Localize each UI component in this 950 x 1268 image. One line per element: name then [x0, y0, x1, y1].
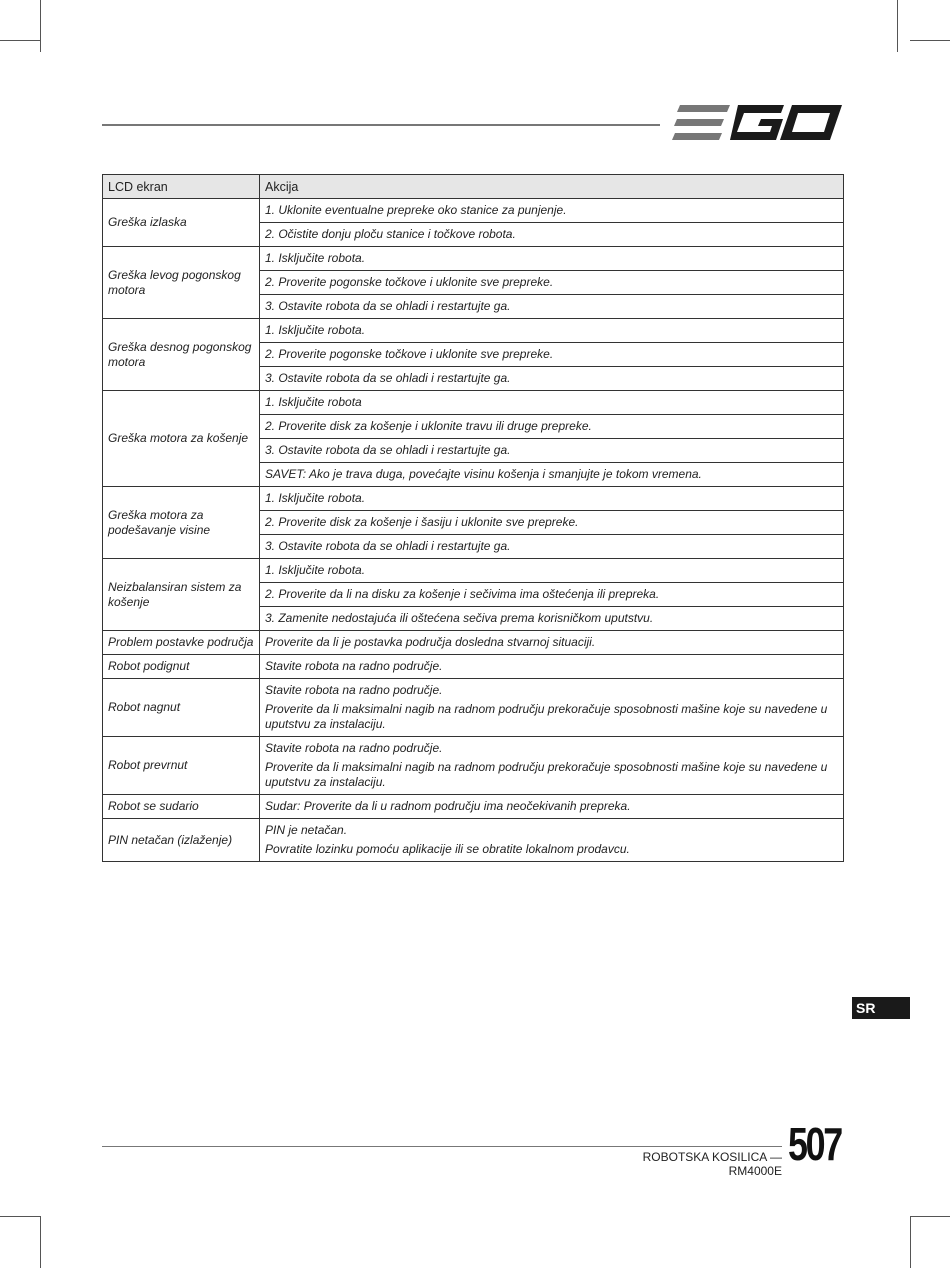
action-line: PIN je netačan.	[265, 823, 348, 837]
lcd-message-cell: PIN netačan (izlaženje)	[103, 819, 260, 862]
action-cell: 1. Isključite robota.	[260, 487, 844, 511]
action-cell: 1. Isključite robota.	[260, 559, 844, 583]
lcd-message-cell: Greška motora za podešavanje visine	[103, 487, 260, 559]
page-number: 507	[788, 1118, 841, 1170]
action-cell: SAVET: Ako je trava duga, povećajte visinu košenja i smanjujte je tokom vremena.	[260, 463, 844, 487]
table-row	[103, 391, 844, 415]
crop-mark	[0, 40, 40, 41]
lcd-message-cell: Neizbalansiran sistem za košenje	[103, 559, 260, 631]
table-row	[103, 795, 844, 819]
action-line: Stavite robota na radno područje.	[265, 741, 443, 755]
lcd-message-cell: Problem postavke područja	[103, 631, 260, 655]
header-rule	[102, 124, 660, 126]
table-header-row	[103, 175, 844, 199]
footer-title: ROBOTSKA KOSILICA — RM4000E	[642, 1150, 782, 1178]
action-cell	[260, 737, 844, 795]
action-line: Proverite da li maksimalni nagib na radnom području prekoračuje sposobnosti mašine koje su navedene u uputstvu za instalaciju.	[265, 702, 828, 731]
action-cell: 3. Zamenite nedostajuća ili oštećena sečiva prema korisničkom uputstvu.	[260, 607, 844, 631]
crop-mark	[0, 1216, 40, 1217]
lcd-message-cell: Robot podignut	[103, 655, 260, 679]
table-row	[103, 199, 844, 223]
action-cell: 3. Ostavite robota da se ohladi i restartujte ga.	[260, 295, 844, 319]
lcd-message-cell: Greška izlaska	[103, 199, 260, 247]
action-cell: Proverite da li je postavka područja dosledna stvarnoj situaciji.	[260, 631, 844, 655]
action-cell: 3. Ostavite robota da se ohladi i restartujte ga.	[260, 439, 844, 463]
table-row	[103, 737, 844, 795]
lcd-message-cell: Greška motora za košenje	[103, 391, 260, 487]
action-line: Povratite lozinku pomoću aplikacije ili se obratite lokalnom prodavcu.	[265, 842, 630, 856]
action-cell: 1. Isključite robota.	[260, 247, 844, 271]
action-cell: 1. Isključite robota	[260, 391, 844, 415]
action-line: Proverite da li maksimalni nagib na radnom području prekoračuje sposobnosti mašine koje su navedene u uputstvu za instalaciju.	[265, 760, 828, 789]
language-tab: SR	[852, 997, 910, 1019]
table-row	[103, 631, 844, 655]
action-cell: 2. Očistite donju ploču stanice i točkove robota.	[260, 223, 844, 247]
lcd-message-cell: Robot nagnut	[103, 679, 260, 737]
error-table	[102, 174, 844, 862]
table-row	[103, 819, 844, 862]
action-cell: Sudar: Proverite da li u radnom području ima neočekivanih prepreka.	[260, 795, 844, 819]
crop-mark	[910, 1216, 911, 1268]
column-header-lcd: LCD ekran	[103, 175, 260, 199]
lcd-message-cell: Greška desnog pogonskog motora	[103, 319, 260, 391]
action-cell: 2. Proverite pogonske točkove i uklonite sve prepreke.	[260, 271, 844, 295]
action-cell: 2. Proverite disk za košenje i šasiju i uklonite sve prepreke.	[260, 511, 844, 535]
crop-mark	[910, 1216, 950, 1217]
table-body	[103, 199, 844, 862]
table-row	[103, 247, 844, 271]
action-cell: 2. Proverite pogonske točkove i uklonite sve prepreke.	[260, 343, 844, 367]
action-cell	[260, 819, 844, 862]
action-cell	[260, 679, 844, 737]
table-row	[103, 487, 844, 511]
action-cell: Stavite robota na radno područje.	[260, 655, 844, 679]
crop-mark	[897, 0, 898, 52]
footer-rule	[102, 1146, 782, 1147]
action-cell: 1. Uklonite eventualne prepreke oko stanice za punjenje.	[260, 199, 844, 223]
action-cell: 1. Isključite robota.	[260, 319, 844, 343]
table-row	[103, 319, 844, 343]
table-row	[103, 559, 844, 583]
action-line: Stavite robota na radno područje.	[265, 683, 443, 697]
action-cell: 2. Proverite disk za košenje i uklonite travu ili druge prepreke.	[260, 415, 844, 439]
crop-mark	[40, 0, 41, 52]
action-cell: 3. Ostavite robota da se ohladi i restartujte ga.	[260, 535, 844, 559]
action-cell: 2. Proverite da li na disku za košenje i sečivima ima oštećenja ili prepreka.	[260, 583, 844, 607]
action-cell: 3. Ostavite robota da se ohladi i restartujte ga.	[260, 367, 844, 391]
column-header-action: Akcija	[260, 175, 844, 199]
ego-logo	[672, 103, 844, 143]
crop-mark	[910, 40, 950, 41]
table-row	[103, 655, 844, 679]
lcd-message-cell: Robot prevrnut	[103, 737, 260, 795]
lcd-message-cell: Greška levog pogonskog motora	[103, 247, 260, 319]
lcd-message-cell: Robot se sudario	[103, 795, 260, 819]
crop-mark	[40, 1216, 41, 1268]
table-row	[103, 679, 844, 737]
